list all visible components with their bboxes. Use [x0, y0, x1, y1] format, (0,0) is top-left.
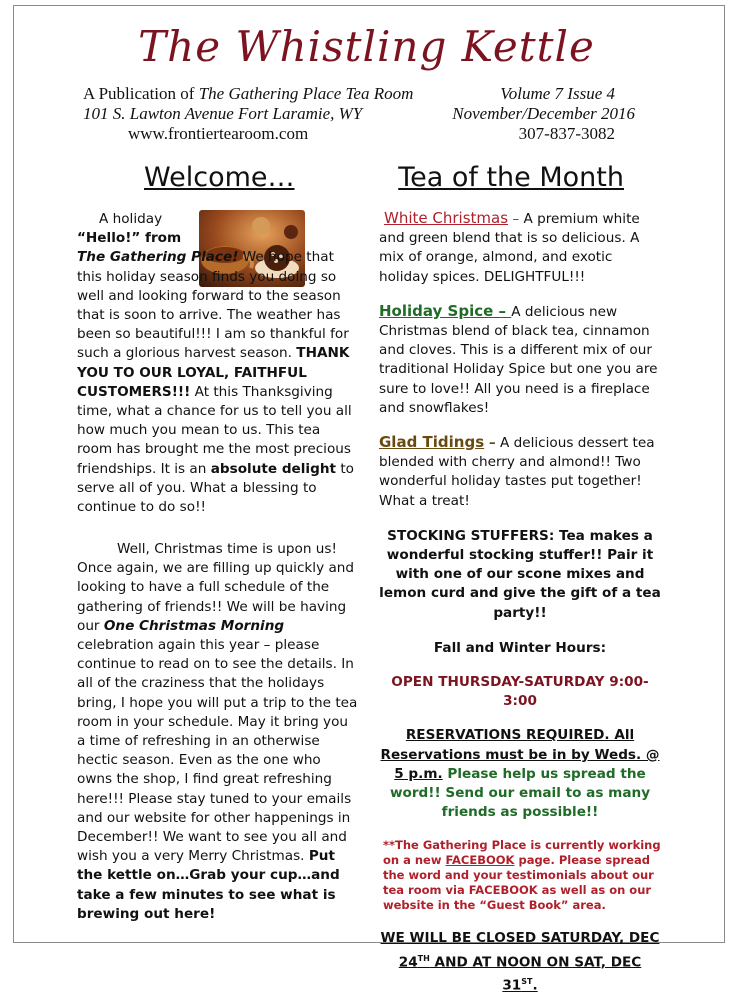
welcome-paragraph-1: The Gathering Place! We hope that this holiday season finds you doing so well and looking forward to the season that is soon to arrive. The weather has been so beautiful!!! I am so thankful for such a glorious harvest season. THANK YOU TO OUR LOYAL, FAITHFUL CUSTOMERS!!! At this Thanksgiving time, what a chance for us to tell you all how much you mean to us. This tea room has brought me the most precious friendships. It is an absolute delight to serve all of you. What a blessing to continue to do so!!	[77, 249, 354, 516]
welcome-paragraph-2: Well, Christmas time is upon us! Once again, we are filling up quickly and looking to have a full schedule of the gathering of friends!! We will be having our One Christmas Morning celebration again this year – please continue to read on to see the details. In all of the craziness that the holidays bring, I hope you will put a trip to the tea room in your schedule. May it bring you a time of refreshing in an otherwise hectic season. Even as the one who owns the shop, I find great refreshing here!!! Please stay tuned to your emails and our website for other happenings in December!! We want to see you all and wish you a very Merry Christmas. Put the kettle on…Grab your cup…and take a few minutes to see what is brewing out here!	[77, 541, 358, 922]
glad-tidings-name: Glad Tidings	[379, 433, 485, 452]
hours-title: Fall and Winter Hours:	[433, 639, 607, 656]
christmas-morning-event: One Christmas Morning	[103, 617, 285, 634]
tea-white-christmas: White Christmas – A premium white and green blend that is so delicious. A mix of orange, almond, and exotic holiday spices. DELIGHTFUL!!!	[379, 209, 640, 285]
holiday-spice-name: Holiday Spice –	[379, 301, 512, 320]
hours: OPEN THURSDAY-SATURDAY 9:00-3:00	[391, 674, 649, 710]
stocking-stuffers: STOCKING STUFFERS: Tea makes a wonderful stocking stuffer!! Pair it with one of our scone mixes and lemon curd and give the gift of a tea party!!	[379, 527, 661, 621]
pub-name: The Gathering Place Tea Room	[198, 84, 414, 103]
reservations: RESERVATIONS REQUIRED. All Reservations must be in by Weds. @ 5 p.m. Please help us spread the word!! Send our email to as many friends as possible!!	[380, 727, 660, 821]
gathering-place-name: The Gathering Place!	[77, 249, 239, 266]
hello-text: “Hello!” from	[77, 230, 182, 247]
pub-prefix: A Publication of	[83, 84, 199, 103]
welcome-greeting: A holiday	[99, 211, 163, 227]
tea-title: Tea of the Month	[398, 162, 624, 193]
facebook-link[interactable]: FACEBOOK	[445, 853, 515, 868]
address: 101 S. Lawton Avenue Fort Laramie, WY	[83, 104, 363, 123]
tea-holiday-spice: Holiday Spice – A delicious new Christmas blend of black tea, cinnamon and cloves. This is a different mix of our traditional Holiday Spice but one you are sure to love!! All you need is a fireplace and snowflakes!	[379, 301, 658, 416]
closure-notice: WE WILL BE CLOSED SATURDAY, DEC 24TH AND AT NOON ON SAT, DEC 31ST.	[380, 930, 660, 994]
closing-message: Put the kettle on…Grab your cup…and take a few minutes to see what is brewing out here!	[77, 848, 340, 922]
masthead-title: The Whistling Kettle	[138, 22, 595, 71]
facebook-notice: **The Gathering Place is currently working on a new FACEBOOK page. Please spread the word and your testimonials about our tea room via FACEBOOK as well as on our website in the “Guest Book” area.	[383, 838, 661, 913]
issue-date: November/December 2016	[452, 104, 635, 123]
thank-you-text: THANK YOU TO OUR LOYAL, FAITHFUL CUSTOMERS!!!	[77, 345, 350, 400]
phone: 307-837-3082	[518, 124, 615, 143]
tea-glad-tidings: Glad Tidings – A delicious dessert tea blended with cherry and almond!! Two wonderful holiday tastes put together! What a treat!	[379, 433, 655, 509]
publication-line	[83, 84, 413, 104]
welcome-title: Welcome…	[144, 162, 295, 193]
volume: Volume 7 Issue 4	[500, 84, 615, 103]
welcome-column	[77, 210, 359, 517]
white-christmas-name: White Christmas	[384, 209, 509, 227]
website[interactable]: www.frontiertearoom.com	[128, 124, 309, 143]
tea-column	[379, 209, 661, 996]
